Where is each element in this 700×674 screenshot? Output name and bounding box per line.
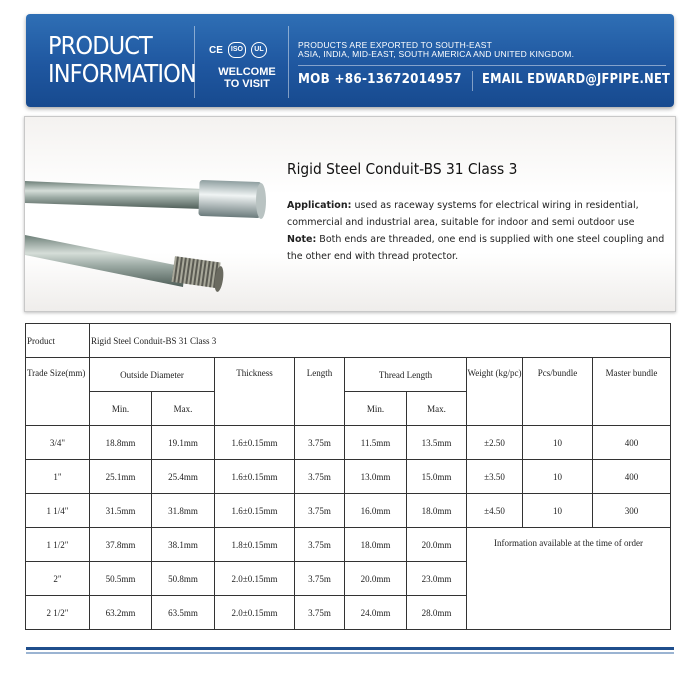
cell-pcs: 10 <box>523 460 593 494</box>
email-address[interactable]: EMAIL EDWARD@JFPIPE.NET <box>482 72 671 87</box>
cell-thickness: 1.8±0.15mm <box>215 528 295 562</box>
header-od-min: Min. <box>90 392 152 426</box>
cell-od-min: 18.8mm <box>90 426 152 460</box>
cell-master: 400 <box>593 460 671 494</box>
table-row <box>26 426 671 460</box>
conduit-pipe-image <box>25 117 285 311</box>
cell-length: 3.75m <box>295 528 345 562</box>
cell-length: 3.75m <box>295 494 345 528</box>
header-master-bundle: Master bundle <box>593 358 671 426</box>
banner-divider <box>194 26 195 98</box>
export-text <box>298 41 574 59</box>
cell-size: 1 1/4" <box>26 494 90 528</box>
product-title: Rigid Steel Conduit-BS 31 Class 3 <box>287 160 518 178</box>
product-panel <box>24 116 676 312</box>
table-row <box>26 528 671 562</box>
cell-pcs: 10 <box>523 494 593 528</box>
cell-master: 400 <box>593 426 671 460</box>
cell-thickness: 2.0±0.15mm <box>215 562 295 596</box>
spec-table <box>25 323 671 630</box>
cell-tl-min: 18.0mm <box>345 528 407 562</box>
cell-od-min: 37.8mm <box>90 528 152 562</box>
welcome-line1: WELCOME <box>218 66 276 78</box>
footer-line-dark <box>26 647 674 650</box>
product-description <box>287 197 667 265</box>
cell-od-max: 38.1mm <box>152 528 215 562</box>
cell-tl-max: 20.0mm <box>407 528 467 562</box>
cell-tl-min: 13.0mm <box>345 460 407 494</box>
note-label: Note: <box>287 234 317 245</box>
cell-tl-max: 28.0mm <box>407 596 467 630</box>
header-length: Length <box>295 358 345 426</box>
header-banner <box>26 14 674 107</box>
cell-od-max: 25.4mm <box>152 460 215 494</box>
export-line2: ASIA, INDIA, MID-EAST, SOUTH AMERICA AND UNITED KINGDOM. <box>298 49 575 59</box>
cell-size: 3/4" <box>26 426 90 460</box>
cell-size: 1" <box>26 460 90 494</box>
cell-length: 3.75m <box>295 426 345 460</box>
banner-title-line2: INFORMATION <box>48 59 196 88</box>
banner-divider <box>288 26 289 98</box>
cell-tl-max: 23.0mm <box>407 562 467 596</box>
cell-od-min: 31.5mm <box>90 494 152 528</box>
header-tl-max: Max. <box>407 392 467 426</box>
cell-tl-max: 18.0mm <box>407 494 467 528</box>
ce-mark-icon: CE <box>209 44 223 56</box>
cell-thickness: 1.6±0.15mm <box>215 426 295 460</box>
table-row <box>26 460 671 494</box>
cell-size: 2 1/2" <box>26 596 90 630</box>
cell-master: 300 <box>593 494 671 528</box>
mobile-number: MOB +86-13672014957 <box>298 72 462 87</box>
cell-od-max: 19.1mm <box>152 426 215 460</box>
cell-length: 3.75m <box>295 460 345 494</box>
cell-tl-max: 15.0mm <box>407 460 467 494</box>
cell-size: 1 1/2" <box>26 528 90 562</box>
table-row <box>26 324 671 358</box>
cell-od-min: 25.1mm <box>90 460 152 494</box>
cell-tl-max: 13.5mm <box>407 426 467 460</box>
banner-title <box>48 32 196 88</box>
note-text: Both ends are threaded, one end is supplied with one steel coupling and the other end with thread protector. <box>287 234 665 262</box>
application-paragraph <box>287 197 667 231</box>
header-pcs-bundle: Pcs/bundle <box>523 358 593 426</box>
banner-hdivider <box>298 65 666 66</box>
cell-thickness: 1.6±0.15mm <box>215 494 295 528</box>
header-thread-length: Thread Length <box>345 358 467 392</box>
footer-line-light <box>26 652 674 654</box>
application-label: Application: <box>287 200 352 211</box>
ul-mark-icon: UL <box>251 42 267 58</box>
table-row <box>26 494 671 528</box>
cell-od-min: 50.5mm <box>90 562 152 596</box>
cell-od-max: 50.8mm <box>152 562 215 596</box>
cell-weight: ±4.50 <box>467 494 523 528</box>
info-note-cell: Information available at the time of order <box>467 528 671 630</box>
welcome-text <box>206 66 288 90</box>
header-weight: Weight (kg/pc) <box>467 358 523 426</box>
header-outside-diameter: Outside Diameter <box>90 358 215 392</box>
cell-weight: ±3.50 <box>467 460 523 494</box>
export-line1: PRODUCTS ARE EXPORTED TO SOUTH-EAST <box>298 40 493 50</box>
header-od-max: Max. <box>152 392 215 426</box>
header-thickness: Thickness <box>215 358 295 426</box>
product-value-cell: Rigid Steel Conduit-BS 31 Class 3 <box>90 324 671 358</box>
application-text: used as raceway systems for electrical wiring in residential, commercial and industrial area, suitable for indoor and semi outdoor use <box>287 200 639 228</box>
iso-mark-icon: ISO <box>228 42 246 58</box>
cell-thickness: 2.0±0.15mm <box>215 596 295 630</box>
note-paragraph <box>287 231 667 265</box>
product-label-cell: Product <box>26 324 90 358</box>
table-header-row <box>26 358 671 392</box>
banner-title-line1: PRODUCT <box>48 31 152 60</box>
cell-size: 2" <box>26 562 90 596</box>
cell-weight: ±2.50 <box>467 426 523 460</box>
cell-tl-min: 16.0mm <box>345 494 407 528</box>
cell-tl-min: 24.0mm <box>345 596 407 630</box>
header-tl-min: Min. <box>345 392 407 426</box>
cell-tl-min: 11.5mm <box>345 426 407 460</box>
cell-tl-min: 20.0mm <box>345 562 407 596</box>
cell-pcs: 10 <box>523 426 593 460</box>
header-trade-size: Trade Size(mm) <box>26 358 90 426</box>
cert-logos <box>209 42 267 58</box>
cell-od-max: 31.8mm <box>152 494 215 528</box>
cell-od-min: 63.2mm <box>90 596 152 630</box>
banner-divider <box>472 71 473 91</box>
cell-od-max: 63.5mm <box>152 596 215 630</box>
cell-length: 3.75m <box>295 562 345 596</box>
cell-length: 3.75m <box>295 596 345 630</box>
cell-thickness: 1.6±0.15mm <box>215 460 295 494</box>
welcome-line2: TO VISIT <box>224 78 270 90</box>
